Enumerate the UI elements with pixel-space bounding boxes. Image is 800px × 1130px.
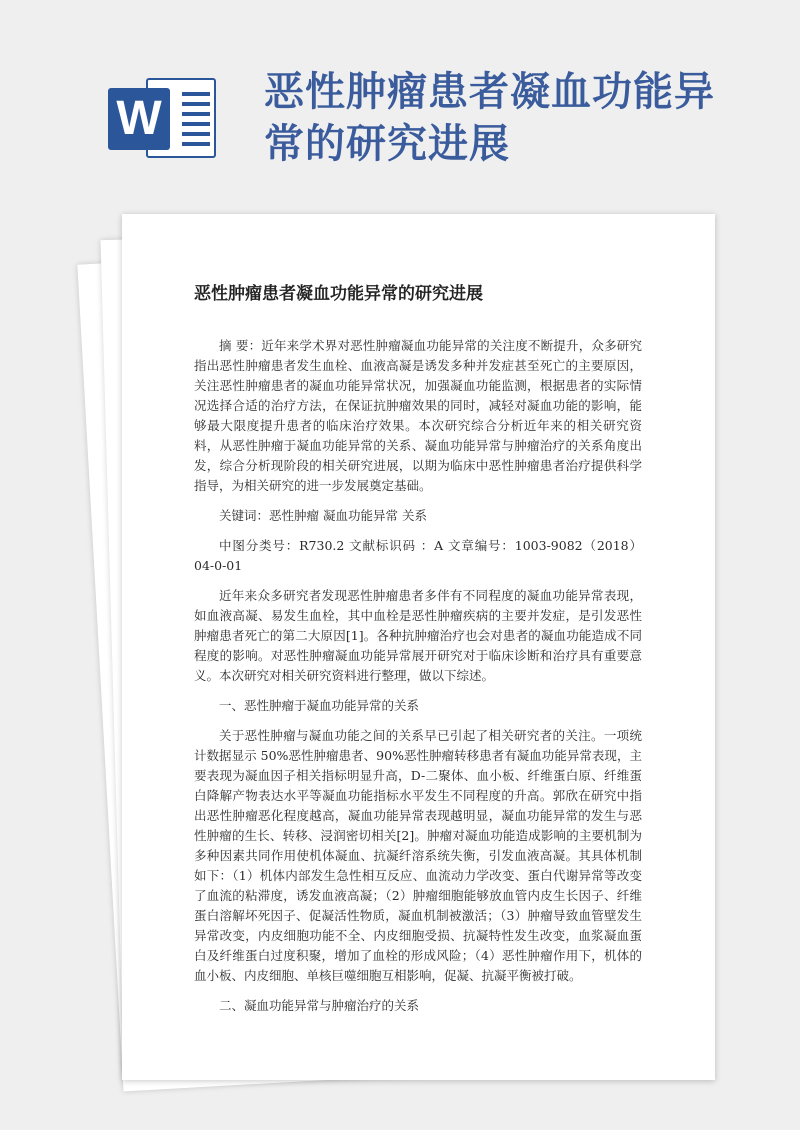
section-1-body: 关于恶性肿瘤与凝血功能之间的关系早已引起了相关研究者的关注。一项统计数据显示 50%恶性肿瘤患者、90%恶性肿瘤转移患者有凝血功能异常表现，主要表现为凝血因子相关指标明显升高，D-二聚体、血小板、纤维蛋白原、纤维蛋白降解产物表达水平等凝血功能指标水平发生不同程度的升高。郭欣在研究中指出恶性肿瘤恶化程度越高，凝血功能异常表现越明显，凝血功能异常的发生与恶性肿瘤的生长、转移、浸润密切相关[2]。肿瘤对凝血功能造成影响的主要机制为多种因素共同作用使机体凝血、抗凝纤溶系统失衡，引发血液高凝。其具体机制如下：（1）机体内部发生急性相互反应、血流动力学改变、蛋白代谢异常等改变了血流的粘滞度，诱发血液高凝；（2）肿瘤细胞能够放血管内皮生长因子、纤维蛋白溶解坏死因子、促凝活性物质，凝血机制被激活；（3）肿瘤导致血管壁发生异常改变，内皮细胞功能不全、内皮细胞受损、抗凝特性发生改变，血浆凝血蛋白及纤维蛋白过度积聚，增加了血栓的形成风险；（4）恶性肿瘤作用下，机体的血小板、内皮细胞、单核巨噬细胞互相影响，促凝、抗凝平衡被打破。	[194, 728, 642, 983]
word-w-badge: W	[108, 88, 170, 150]
page-title: 恶性肿瘤患者凝血功能异常的研究进展	[264, 69, 715, 167]
keywords-line: 关键词：恶性肿瘤 凝血功能异常 关系	[219, 508, 427, 523]
word-app-icon	[108, 70, 218, 162]
section-1-heading: 一、恶性肿瘤于凝血功能异常的关系	[219, 698, 420, 713]
section-2-heading: 二、凝血功能异常与肿瘤治疗的关系	[219, 998, 420, 1013]
document-page	[122, 214, 715, 1080]
classification-line: 中图分类号：R730.2 文献标识码 ：A 文章编号：1003-9082（2018）04-0-01	[194, 538, 642, 573]
document-title: 恶性肿瘤患者凝血功能异常的研究进展	[194, 284, 483, 304]
document-content	[194, 282, 642, 1026]
intro-paragraph: 近年来众多研究者发现恶性肿瘤患者多伴有不同程度的凝血功能异常表现，如血液高凝、易发生血栓，其中血栓是恶性肿瘤疾病的主要并发症，是引发恶性肿瘤患者死亡的第二大原因[1]。各种抗肿瘤治疗也会对患者的凝血功能造成不同程度的影响。对恶性肿瘤凝血功能异常展开研究对于临床诊断和治疗具有重要意义。本次研究对相关研究资料进行整理，做以下综述。	[194, 588, 642, 683]
abstract-paragraph: 摘 要：近年来学术界对恶性肿瘤凝血功能异常的关注度不断提升，众多研究指出恶性肿瘤患者发生血栓、血液高凝是诱发多种并发症甚至死亡的主要原因，关注恶性肿瘤患者的凝血功能异常状况，加强凝血功能监测，根据患者的实际情况选择合适的治疗方法，在保证抗肿瘤效果的同时，减轻对凝血功能的影响，能够最大限度提升患者的临床治疗效果。本次研究综合分析近年来的相关研究资料，从恶性肿瘤于凝血功能异常的关系、凝血功能异常与肿瘤治疗的关系角度出发，综合分析现阶段的相关研究进展，以期为临床中恶性肿瘤患者治疗提供科学指导，为相关研究的进一步发展奠定基础。	[194, 338, 642, 493]
